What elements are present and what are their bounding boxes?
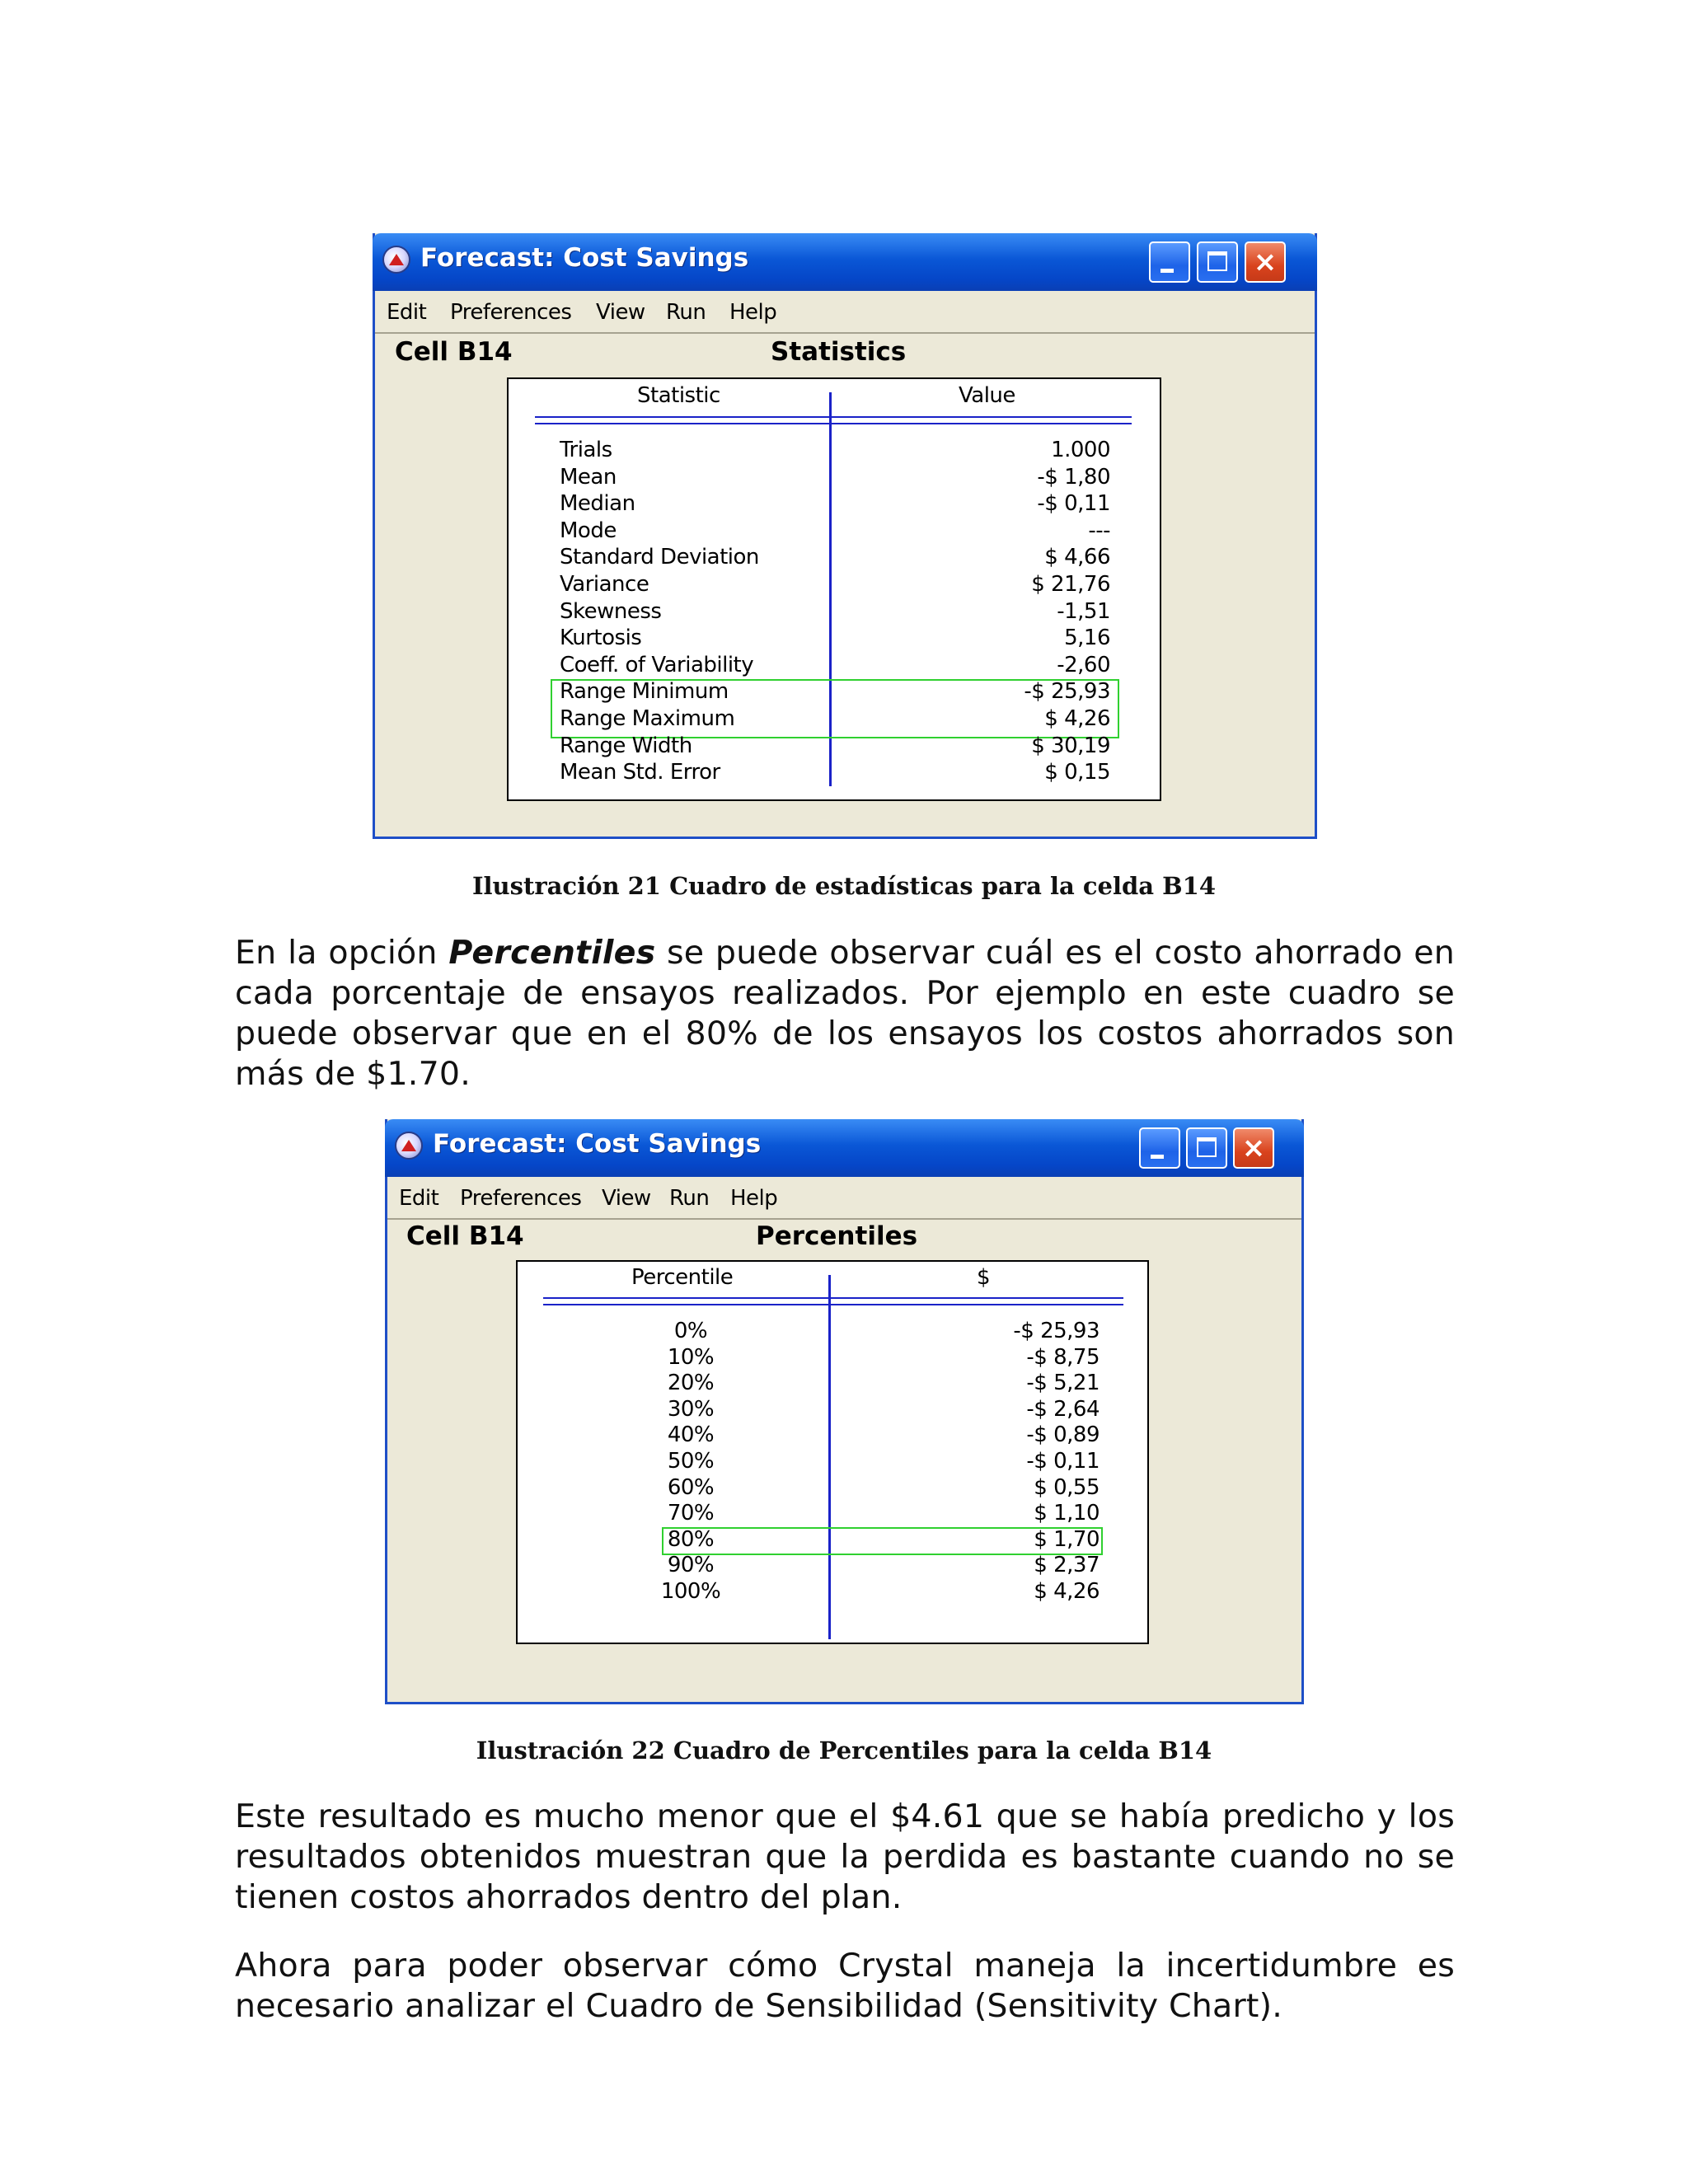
menu-edit[interactable]: Edit [399, 1186, 439, 1211]
menu-edit[interactable]: Edit [387, 300, 427, 325]
menu-preferences[interactable]: Preferences [460, 1186, 582, 1211]
statistic-value: 5,16 [1064, 626, 1110, 651]
maximize-button[interactable] [1197, 241, 1238, 283]
column-header-percentile: Percentile [631, 1265, 734, 1290]
minimize-button[interactable] [1149, 241, 1190, 283]
close-button[interactable] [1233, 1127, 1274, 1169]
column-header-dollar: $ [977, 1265, 991, 1290]
maximize-icon [1197, 1137, 1217, 1157]
statistic-value: $ 4,66 [1044, 545, 1110, 570]
statistics-window [373, 233, 1317, 839]
statistic-label: Mean [560, 464, 617, 490]
maximize-button[interactable] [1186, 1127, 1227, 1169]
maximize-icon [1207, 251, 1227, 271]
crystal-ball-app-icon [395, 1132, 423, 1160]
statistic-value: -$ 25,93 [1024, 679, 1110, 705]
percentile-label: 30% [667, 1396, 715, 1422]
statistic-label: Standard Deviation [560, 545, 759, 570]
statistic-label: Median [560, 491, 635, 517]
header-rule-top [535, 416, 1132, 418]
header-rule-bottom [543, 1304, 1123, 1305]
statistic-value: $ 21,76 [1031, 572, 1110, 597]
close-icon: × [1241, 1132, 1266, 1165]
statistic-value: -1,51 [1057, 598, 1110, 624]
close-icon: × [1253, 246, 1278, 279]
statistic-value: $ 0,15 [1044, 760, 1110, 785]
panel-title: Percentiles [756, 1221, 918, 1251]
cell-label: Cell B14 [395, 337, 513, 367]
menu-run[interactable]: Run [669, 1186, 710, 1211]
title-bar[interactable] [385, 1119, 1304, 1177]
window-title: Forecast: Cost Savings [433, 1129, 762, 1159]
statistic-label: Mode [560, 518, 617, 543]
percentile-label: 80% [667, 1526, 715, 1552]
statistic-value: $ 4,26 [1044, 706, 1110, 731]
percentile-label: 20% [667, 1371, 715, 1396]
percentile-label: 90% [667, 1553, 715, 1578]
menu-bar [387, 1177, 1301, 1220]
column-divider [828, 1275, 831, 1639]
percentile-value: $ 1,10 [1034, 1501, 1100, 1526]
statistic-label: Coeff. of Variability [560, 652, 754, 677]
statistic-value: $ 30,19 [1031, 733, 1110, 758]
statistic-label: Range Minimum [560, 679, 729, 705]
statistic-value: 1.000 [1051, 438, 1110, 462]
statistic-value: --- [1088, 518, 1110, 543]
paragraph-result: Este resultado es mucho menor que el $4.61 que se había predicho y los resultados obtenidos muestran que la perdida es bastante cuando no se tienen costos ahorrados dentro del plan. [235, 1797, 1455, 1916]
statistic-value: -$ 1,80 [1037, 464, 1110, 490]
percentile-value: -$ 25,93 [1013, 1319, 1100, 1343]
percentiles-table [516, 1260, 1149, 1644]
header-rule-top [543, 1297, 1123, 1299]
title-bar[interactable] [373, 233, 1317, 291]
caption-illustration-22: Ilustración 22 Cuadro de Percentiles para la celda B14 [476, 1736, 1212, 1765]
minimize-icon [1160, 269, 1174, 273]
percentile-value: -$ 5,21 [1026, 1371, 1100, 1396]
statistic-label: Trials [560, 438, 612, 462]
percentile-label: 10% [667, 1344, 715, 1370]
menu-view[interactable]: View [602, 1186, 651, 1211]
percentile-value: $ 1,70 [1034, 1526, 1100, 1552]
statistic-label: Variance [560, 572, 649, 597]
percentile-value: -$ 0,89 [1026, 1422, 1100, 1448]
menu-view[interactable]: View [596, 300, 645, 325]
menu-run[interactable]: Run [666, 300, 706, 325]
percentile-label: 40% [667, 1422, 715, 1448]
percentile-label: 0% [673, 1319, 708, 1343]
percentile-value: $ 0,55 [1034, 1474, 1100, 1500]
statistic-label: Range Maximum [560, 706, 735, 731]
menu-preferences[interactable]: Preferences [450, 300, 572, 325]
statistics-table [507, 377, 1161, 801]
percentile-label: 70% [667, 1501, 715, 1526]
percentile-value: $ 2,37 [1034, 1553, 1100, 1578]
window-title: Forecast: Cost Savings [420, 243, 749, 273]
percentile-value: $ 4,26 [1034, 1579, 1100, 1604]
percentile-label: 60% [667, 1474, 715, 1500]
percentiles-term: Percentiles [448, 934, 656, 972]
crystal-ball-app-icon [382, 246, 410, 274]
statistic-label: Skewness [560, 598, 662, 624]
minimize-icon [1151, 1155, 1164, 1159]
percentiles-window [385, 1119, 1304, 1704]
column-header-value: Value [959, 383, 1015, 408]
statistic-label: Mean Std. Error [560, 760, 720, 785]
statistic-label: Kurtosis [560, 626, 642, 651]
menu-bar [375, 291, 1315, 334]
percentile-label: 50% [667, 1449, 715, 1474]
cell-label: Cell B14 [406, 1221, 524, 1251]
menu-help[interactable]: Help [730, 1186, 778, 1211]
percentile-value: -$ 2,64 [1026, 1396, 1100, 1422]
minimize-button[interactable] [1139, 1127, 1180, 1169]
statistic-value: -$ 0,11 [1037, 491, 1110, 517]
paragraph-percentiles: En la opción Percentiles se puede observar cuál es el costo ahorrado en cada porcentaje de ensayos realizados. Por ejemplo en este cuadro se puede observar que en el 80% de los ensayos los costos ahorrados son más de $1.70. [235, 934, 1456, 1093]
column-header-statistic: Statistic [637, 383, 720, 408]
percentile-label: 100% [660, 1579, 721, 1604]
percentile-value: -$ 8,75 [1026, 1344, 1100, 1370]
header-rule-bottom [535, 423, 1132, 424]
close-button[interactable] [1245, 241, 1286, 283]
percentile-value: -$ 0,11 [1026, 1449, 1100, 1474]
statistic-value: -2,60 [1057, 652, 1110, 677]
panel-title: Statistics [771, 337, 907, 367]
caption-illustration-21: Ilustración 21 Cuadro de estadísticas para la celda B14 [471, 872, 1217, 900]
statistic-label: Range Width [560, 733, 692, 758]
paragraph-sensitivity: Ahora para poder observar cómo Crystal maneja la incertidumbre es necesario analizar el Cuadro de Sensibilidad (Sensitivity Chart). [235, 1947, 1455, 2025]
menu-help[interactable]: Help [729, 300, 777, 325]
